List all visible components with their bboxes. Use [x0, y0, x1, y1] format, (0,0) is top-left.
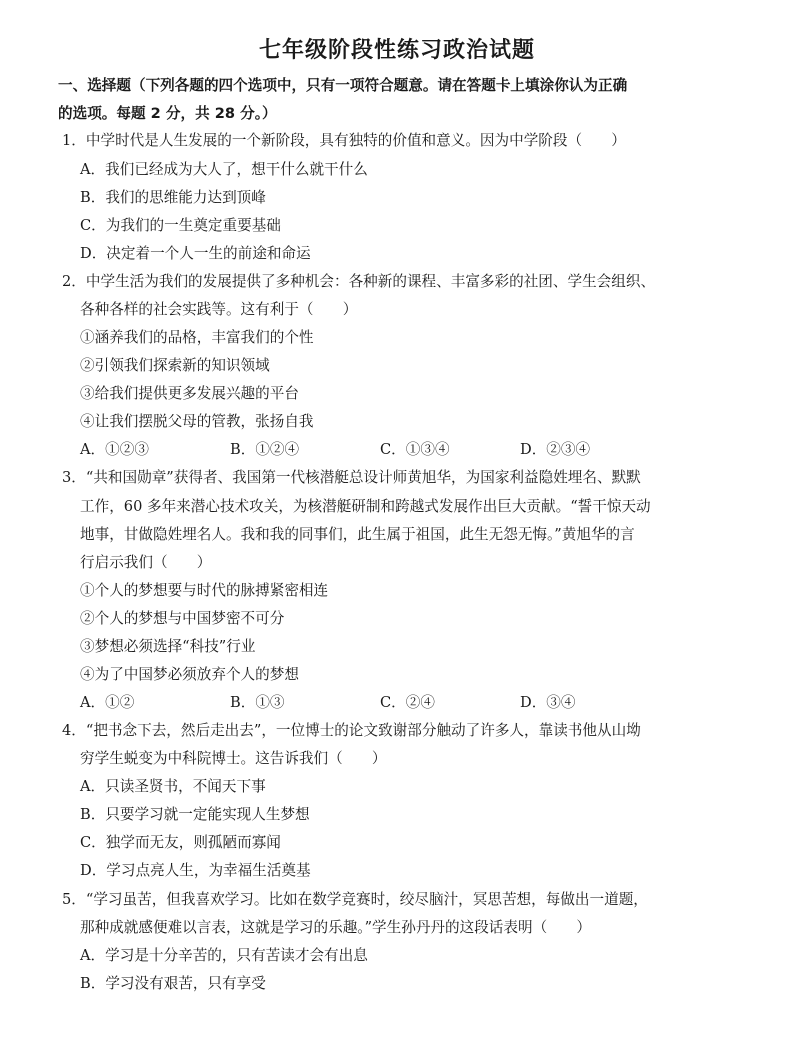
question-1-option-c: C．为我们的一生奠定重要基础: [80, 217, 281, 234]
question-5-option-a: A．学习是十分辛苦的，只有苦读才会有出息: [80, 947, 368, 964]
question-5-stem-line-1: 5．“学习虽苦，但我喜欢学习。比如在数学竞赛时，绞尽脑汁，冥思苦想，每做出一道题，: [62, 891, 648, 908]
question-3-stem-line-2: 工作，60 多年来潜心技术攻关，为核潜艇研制和跨越式发展作出巨大贡献。“誓干惊天动: [80, 498, 651, 515]
question-2-option-b: B．①②④: [230, 441, 300, 458]
question-5-option-b: B．学习没有艰苦，只有享受: [80, 975, 266, 992]
question-2-statement-2: ②引领我们探索新的知识领域: [80, 357, 270, 374]
question-3-option-b: B．①③: [230, 694, 285, 711]
question-1-option-a: A．我们已经成为大人了，想干什么就干什么: [80, 161, 368, 178]
question-3-stem-line-4: 行启示我们（ ）: [80, 554, 212, 571]
question-4-stem-line-2: 穷学生蜕变为中科院博士。这告诉我们（ ）: [80, 750, 387, 767]
question-4-option-d: D．学习点亮人生，为幸福生活奠基: [80, 862, 311, 879]
question-2-stem-line-1: 2．中学生活为我们的发展提供了多种机会：各种新的课程、丰富多彩的社团、学生会组织、: [62, 273, 656, 290]
question-3-statement-1: ①个人的梦想要与时代的脉搏紧密相连: [80, 582, 329, 599]
question-4-option-a: A．只读圣贤书，不闻天下事: [80, 778, 266, 795]
question-5-stem-line-2: 那种成就感便难以言表，这就是学习的乐趣。”学生孙丹丹的这段话表明（ ）: [80, 919, 591, 936]
question-2-option-d: D．②③④: [520, 441, 591, 458]
section-heading-line-1: 一、选择题（下列各题的四个选项中，只有一项符合题意。请在答题卡上填涂你认为正确: [58, 77, 628, 94]
question-2-statement-3: ③给我们提供更多发展兴趣的平台: [80, 385, 299, 402]
question-4-option-b: B．只要学习就一定能实现人生梦想: [80, 806, 310, 823]
question-3-option-d: D．③④: [520, 694, 576, 711]
question-1-option-b: B．我们的思维能力达到顶峰: [80, 189, 266, 206]
section-heading-line-2: 的选项。每题 2 分，共 28 分。）: [58, 105, 277, 122]
question-2-option-c: C．①③④: [380, 441, 450, 458]
question-3-statement-3: ③梦想必须选择“科技”行业: [80, 638, 256, 655]
question-4-option-c: C．独学而无友，则孤陋而寡闻: [80, 834, 281, 851]
question-3-option-c: C．②④: [380, 694, 435, 711]
question-3-stem-line-3: 地事，甘做隐姓埋名人。我和我的同事们，此生属于祖国，此生无怨无悔。”黄旭华的言: [80, 526, 635, 543]
question-4-stem-line-1: 4．“把书念下去，然后走出去”，一位博士的论文致谢部分触动了许多人，靠读书他从山坳: [62, 722, 641, 739]
question-2-option-a: A．①②③: [80, 441, 149, 458]
question-1-option-d: D．决定着一个人一生的前途和命运: [80, 245, 311, 262]
question-2-statement-1: ①涵养我们的品格，丰富我们的个性: [80, 329, 314, 346]
question-3-statement-2: ②个人的梦想与中国梦密不可分: [80, 610, 285, 627]
question-1-stem: 1．中学时代是人生发展的一个新阶段，具有独特的价值和意义。因为中学阶段（ ）: [62, 132, 626, 149]
question-2-stem-line-2: 各种各样的社会实践等。这有利于（ ）: [80, 301, 358, 318]
question-2-statement-4: ④让我们摆脱父母的管教，张扬自我: [80, 413, 314, 430]
question-3-stem-line-1: 3．“共和国勋章”获得者、我国第一代核潜艇总设计师黄旭华，为国家利益隐姓埋名、默默: [62, 469, 641, 486]
page-title: 七年级阶段性练习政治试题: [258, 38, 535, 63]
question-3-option-a: A．①②: [80, 694, 135, 711]
question-3-statement-4: ④为了中国梦必须放弃个人的梦想: [80, 666, 299, 683]
